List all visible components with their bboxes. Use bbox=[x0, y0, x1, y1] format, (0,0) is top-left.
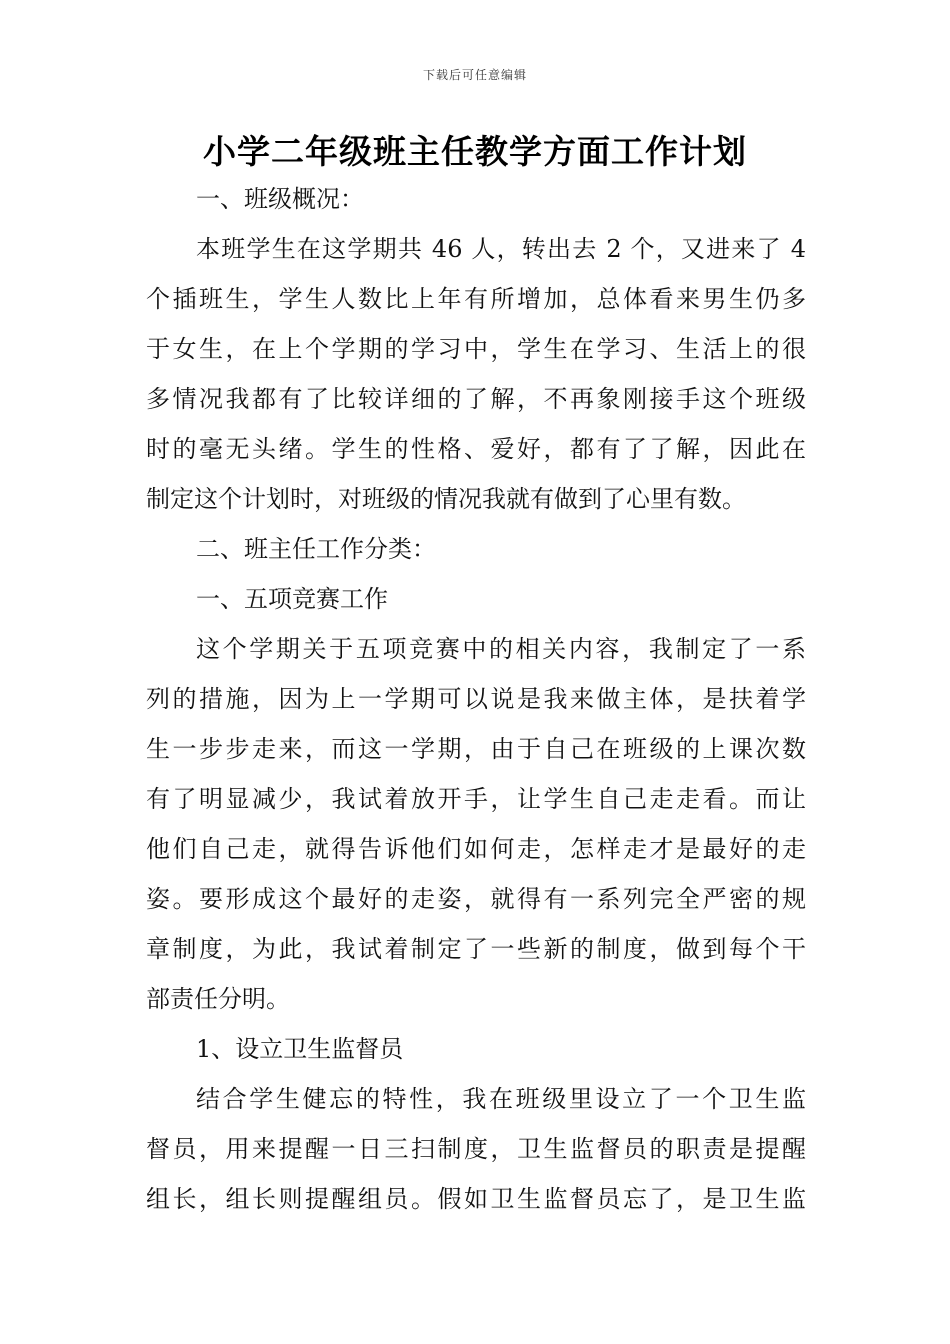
paragraph-line: 多情况我都有了比较详细的了解，不再象刚接手这个班级 bbox=[146, 385, 806, 413]
section-heading-class-overview: 一、班级概况： bbox=[196, 185, 364, 213]
paragraph-line: 结合学生健忘的特性，我在班级里设立了一个卫生监 bbox=[196, 1085, 806, 1113]
paragraph-line: 制定这个计划时，对班级的情况我就有做到了心里有数。 bbox=[146, 485, 746, 513]
paragraph-line: 部责任分明。 bbox=[146, 985, 290, 1013]
paragraph-line: 章制度，为此，我试着制定了一些新的制度，做到每个干 bbox=[146, 935, 806, 963]
paragraph-line: 本班学生在这学期共 46 人，转出去 2 个，又进来了 4 bbox=[196, 235, 806, 263]
paragraph-line: 督员，用来提醒一日三扫制度，卫生监督员的职责是提醒 bbox=[146, 1135, 806, 1163]
page-header-note: 下载后可任意编辑 bbox=[422, 68, 527, 82]
subsection-heading-five-competitions: 一、五项竞赛工作 bbox=[196, 585, 388, 613]
paragraph-line: 这个学期关于五项竞赛中的相关内容，我制定了一系 bbox=[196, 635, 806, 663]
paragraph-line: 组长，组长则提醒组员。假如卫生监督员忘了，是卫生监 bbox=[146, 1185, 806, 1213]
paragraph-line: 时的毫无头绪。学生的性格、爱好，都有了了解，因此在 bbox=[146, 435, 806, 463]
paragraph-line: 姿。要形成这个最好的走姿，就得有一系列完全严密的规 bbox=[146, 885, 806, 913]
paragraph-line: 列的措施，因为上一学期可以说是我来做主体，是扶着学 bbox=[146, 685, 806, 713]
paragraph-line: 生一步步走来，而这一学期，由于自己在班级的上课次数 bbox=[146, 735, 806, 763]
document-body bbox=[146, 174, 806, 1224]
paragraph-line: 个插班生，学生人数比上年有所增加，总体看来男生仍多 bbox=[146, 285, 806, 313]
paragraph-line: 他们自己走，就得告诉他们如何走，怎样走才是最好的走 bbox=[146, 835, 806, 863]
paragraph-line: 于女生，在上个学期的学习中，学生在学习、生活上的很 bbox=[146, 335, 806, 363]
section-heading-work-categories: 二、班主任工作分类： bbox=[196, 535, 436, 563]
item-heading-hygiene-supervisor: 1、设立卫生监督员 bbox=[196, 1035, 404, 1063]
paragraph-line: 有了明显减少，我试着放开手，让学生自己走走看。而让 bbox=[146, 785, 806, 813]
document-title: 小学二年级班主任教学方面工作计划 bbox=[203, 132, 747, 171]
